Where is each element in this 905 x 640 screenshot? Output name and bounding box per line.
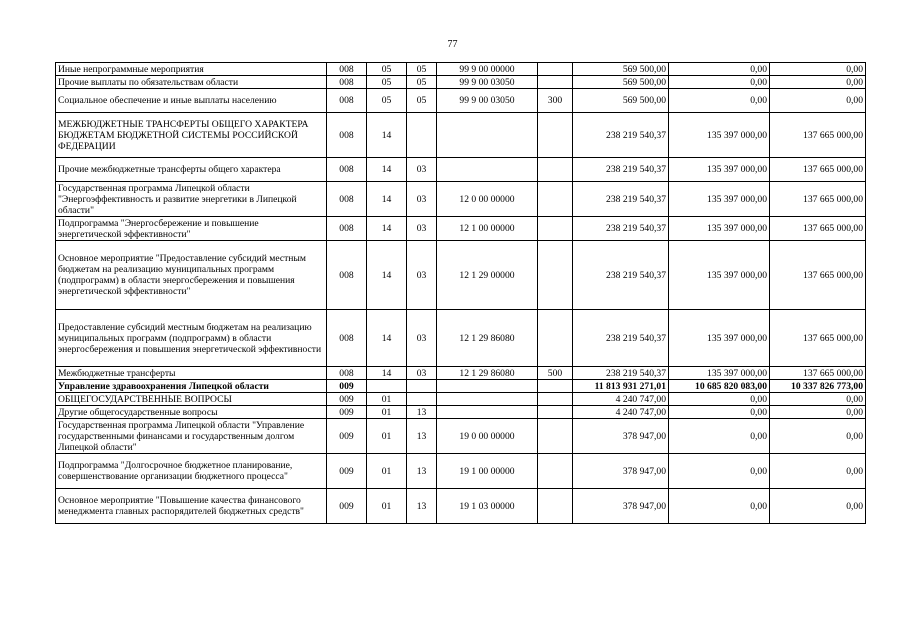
table-row [56, 454, 866, 489]
amount-year1-cell: 4 240 747,00 [573, 393, 669, 406]
amount-year2-cell: 0,00 [669, 454, 770, 489]
subsection-cell: 05 [407, 76, 437, 89]
amount-year1-cell: 238 219 540,37 [573, 241, 669, 310]
amount-year1-cell: 4 240 747,00 [573, 406, 669, 419]
subsection-cell: 13 [407, 454, 437, 489]
amount-year3-cell: 0,00 [770, 454, 866, 489]
target-article-cell: 12 1 29 86080 [437, 367, 538, 380]
row-name-cell: Социальное обеспечение и иные выплаты населению [56, 89, 327, 113]
section-cell: 05 [367, 76, 407, 89]
target-article-cell: 19 1 03 00000 [437, 489, 538, 524]
ministry-code-cell: 009 [327, 406, 367, 419]
table-row [56, 76, 866, 89]
amount-year3-cell: 0,00 [770, 76, 866, 89]
expense-type-cell: 500 [538, 367, 573, 380]
section-cell: 14 [367, 217, 407, 241]
ministry-code-cell: 008 [327, 367, 367, 380]
target-article-cell [437, 406, 538, 419]
row-name-cell: ОБЩЕГОСУДАРСТВЕННЫЕ ВОПРОСЫ [56, 393, 327, 406]
expense-type-cell [538, 380, 573, 393]
amount-year2-cell: 135 397 000,00 [669, 113, 770, 158]
target-article-cell [437, 380, 538, 393]
target-article-cell: 99 9 00 03050 [437, 89, 538, 113]
table-row [56, 489, 866, 524]
target-article-cell: 99 9 00 03050 [437, 76, 538, 89]
row-name-cell: Подпрограмма "Энергосбережение и повышение энергетической эффективности" [56, 217, 327, 241]
row-name-cell: Управление здравоохранения Липецкой области [56, 380, 327, 393]
subsection-cell: 13 [407, 489, 437, 524]
amount-year3-cell: 0,00 [770, 89, 866, 113]
target-article-cell [437, 393, 538, 406]
section-cell: 14 [367, 367, 407, 380]
ministry-code-cell: 009 [327, 489, 367, 524]
section-cell: 05 [367, 89, 407, 113]
expense-type-cell [538, 406, 573, 419]
amount-year3-cell: 137 665 000,00 [770, 182, 866, 217]
ministry-code-cell: 008 [327, 217, 367, 241]
amount-year2-cell: 0,00 [669, 419, 770, 454]
expense-type-cell [538, 63, 573, 76]
amount-year2-cell: 135 397 000,00 [669, 241, 770, 310]
section-cell: 01 [367, 489, 407, 524]
table-row [56, 89, 866, 113]
expense-type-cell [538, 182, 573, 217]
table-row [56, 182, 866, 217]
amount-year2-cell: 135 397 000,00 [669, 367, 770, 380]
target-article-cell: 12 1 29 86080 [437, 310, 538, 367]
row-name-cell: Подпрограмма "Долгосрочное бюджетное планирование, совершенствование организации бюджетного процесса" [56, 454, 327, 489]
table-body [56, 63, 866, 524]
expense-type-cell [538, 310, 573, 367]
amount-year2-cell: 135 397 000,00 [669, 310, 770, 367]
expense-type-cell [538, 419, 573, 454]
amount-year3-cell: 0,00 [770, 419, 866, 454]
expense-type-cell: 300 [538, 89, 573, 113]
amount-year3-cell: 137 665 000,00 [770, 113, 866, 158]
table-row [56, 393, 866, 406]
expense-type-cell [538, 489, 573, 524]
amount-year2-cell: 0,00 [669, 489, 770, 524]
row-name-cell: Прочие выплаты по обязательствам области [56, 76, 327, 89]
amount-year3-cell: 137 665 000,00 [770, 217, 866, 241]
section-cell: 01 [367, 419, 407, 454]
amount-year3-cell: 0,00 [770, 393, 866, 406]
section-cell: 14 [367, 241, 407, 310]
section-cell: 14 [367, 182, 407, 217]
section-cell: 01 [367, 406, 407, 419]
table-row [56, 406, 866, 419]
row-name-cell: Прочие межбюджетные трансферты общего характера [56, 158, 327, 182]
section-cell: 14 [367, 113, 407, 158]
amount-year1-cell: 378 947,00 [573, 454, 669, 489]
section-cell: 05 [367, 63, 407, 76]
subsection-cell: 03 [407, 158, 437, 182]
row-name-cell: Государственная программа Липецкой области "Управление государственными финансами и государственным долгом Липецкой области" [56, 419, 327, 454]
table-row [56, 241, 866, 310]
target-article-cell: 12 1 00 00000 [437, 217, 538, 241]
budget-table [55, 62, 866, 524]
target-article-cell [437, 158, 538, 182]
amount-year1-cell: 238 219 540,37 [573, 367, 669, 380]
expense-type-cell [538, 158, 573, 182]
expense-type-cell [538, 217, 573, 241]
amount-year2-cell: 0,00 [669, 76, 770, 89]
amount-year1-cell: 238 219 540,37 [573, 158, 669, 182]
table-row [56, 158, 866, 182]
subsection-cell: 13 [407, 406, 437, 419]
target-article-cell: 19 1 00 00000 [437, 454, 538, 489]
amount-year3-cell: 0,00 [770, 489, 866, 524]
expense-type-cell [538, 241, 573, 310]
table-row [56, 63, 866, 76]
ministry-code-cell: 008 [327, 310, 367, 367]
subsection-cell: 13 [407, 419, 437, 454]
expense-type-cell [538, 454, 573, 489]
section-cell: 14 [367, 310, 407, 367]
amount-year2-cell: 135 397 000,00 [669, 182, 770, 217]
ministry-code-cell: 009 [327, 380, 367, 393]
amount-year2-cell: 10 685 820 083,00 [669, 380, 770, 393]
page-number: 77 [447, 39, 458, 50]
row-name-cell: Основное мероприятие "Повышение качества финансового менеджмента главных распорядителей бюджетных средств" [56, 489, 327, 524]
target-article-cell: 19 0 00 00000 [437, 419, 538, 454]
ministry-code-cell: 008 [327, 76, 367, 89]
table-row [56, 113, 866, 158]
subsection-cell [407, 113, 437, 158]
table-row [56, 217, 866, 241]
section-cell: 14 [367, 158, 407, 182]
ministry-code-cell: 008 [327, 182, 367, 217]
amount-year2-cell: 135 397 000,00 [669, 158, 770, 182]
ministry-code-cell: 008 [327, 63, 367, 76]
table-row [56, 367, 866, 380]
section-cell [367, 380, 407, 393]
row-name-cell: Иные непрограммные мероприятия [56, 63, 327, 76]
row-name-cell: Другие общегосударственные вопросы [56, 406, 327, 419]
amount-year1-cell: 378 947,00 [573, 489, 669, 524]
amount-year1-cell: 238 219 540,37 [573, 310, 669, 367]
subsection-cell: 03 [407, 217, 437, 241]
table-row [56, 419, 866, 454]
amount-year1-cell: 238 219 540,37 [573, 182, 669, 217]
subsection-cell: 03 [407, 367, 437, 380]
amount-year3-cell: 0,00 [770, 406, 866, 419]
section-cell: 01 [367, 393, 407, 406]
row-name-cell: МЕЖБЮДЖЕТНЫЕ ТРАНСФЕРТЫ ОБЩЕГО ХАРАКТЕРА БЮДЖЕТАМ БЮДЖЕТНОЙ СИСТЕМЫ РОССИЙСКОЙ ФЕДЕРАЦИИ [56, 113, 327, 158]
amount-year1-cell: 569 500,00 [573, 63, 669, 76]
ministry-code-cell: 008 [327, 113, 367, 158]
subsection-cell [407, 393, 437, 406]
amount-year1-cell: 238 219 540,37 [573, 217, 669, 241]
amount-year2-cell: 0,00 [669, 393, 770, 406]
subsection-cell: 05 [407, 63, 437, 76]
amount-year1-cell: 569 500,00 [573, 76, 669, 89]
amount-year3-cell: 137 665 000,00 [770, 241, 866, 310]
amount-year2-cell: 135 397 000,00 [669, 217, 770, 241]
ministry-code-cell: 008 [327, 241, 367, 310]
target-article-cell: 99 9 00 00000 [437, 63, 538, 76]
table-row [56, 310, 866, 367]
amount-year3-cell: 137 665 000,00 [770, 367, 866, 380]
row-name-cell: Межбюджетные трансферты [56, 367, 327, 380]
ministry-code-cell: 008 [327, 89, 367, 113]
subsection-cell: 03 [407, 182, 437, 217]
section-cell: 01 [367, 454, 407, 489]
subsection-cell: 03 [407, 310, 437, 367]
expense-type-cell [538, 76, 573, 89]
table-row [56, 380, 866, 393]
amount-year3-cell: 137 665 000,00 [770, 158, 866, 182]
amount-year3-cell: 0,00 [770, 63, 866, 76]
amount-year1-cell: 569 500,00 [573, 89, 669, 113]
amount-year2-cell: 0,00 [669, 63, 770, 76]
subsection-cell: 05 [407, 89, 437, 113]
expense-type-cell [538, 393, 573, 406]
subsection-cell [407, 380, 437, 393]
amount-year1-cell: 11 813 931 271,01 [573, 380, 669, 393]
row-name-cell: Основное мероприятие "Предоставление субсидий местным бюджетам на реализацию муниципальных программ (подпрограмм) в области энергосбережения и повышения энергетической эффективности" [56, 241, 327, 310]
expense-type-cell [538, 113, 573, 158]
subsection-cell: 03 [407, 241, 437, 310]
amount-year3-cell: 137 665 000,00 [770, 310, 866, 367]
target-article-cell [437, 113, 538, 158]
amount-year2-cell: 0,00 [669, 89, 770, 113]
ministry-code-cell: 009 [327, 454, 367, 489]
ministry-code-cell: 008 [327, 158, 367, 182]
ministry-code-cell: 009 [327, 393, 367, 406]
amount-year1-cell: 378 947,00 [573, 419, 669, 454]
row-name-cell: Государственная программа Липецкой области "Энергоэффективность и развитие энергетики в Липецкой области" [56, 182, 327, 217]
target-article-cell: 12 0 00 00000 [437, 182, 538, 217]
row-name-cell: Предоставление субсидий местным бюджетам на реализацию муниципальных программ (подпрограмм) в области энергосбережения и повышения энергетической эффективности [56, 310, 327, 367]
amount-year1-cell: 238 219 540,37 [573, 113, 669, 158]
ministry-code-cell: 009 [327, 419, 367, 454]
amount-year3-cell: 10 337 826 773,00 [770, 380, 866, 393]
amount-year2-cell: 0,00 [669, 406, 770, 419]
target-article-cell: 12 1 29 00000 [437, 241, 538, 310]
